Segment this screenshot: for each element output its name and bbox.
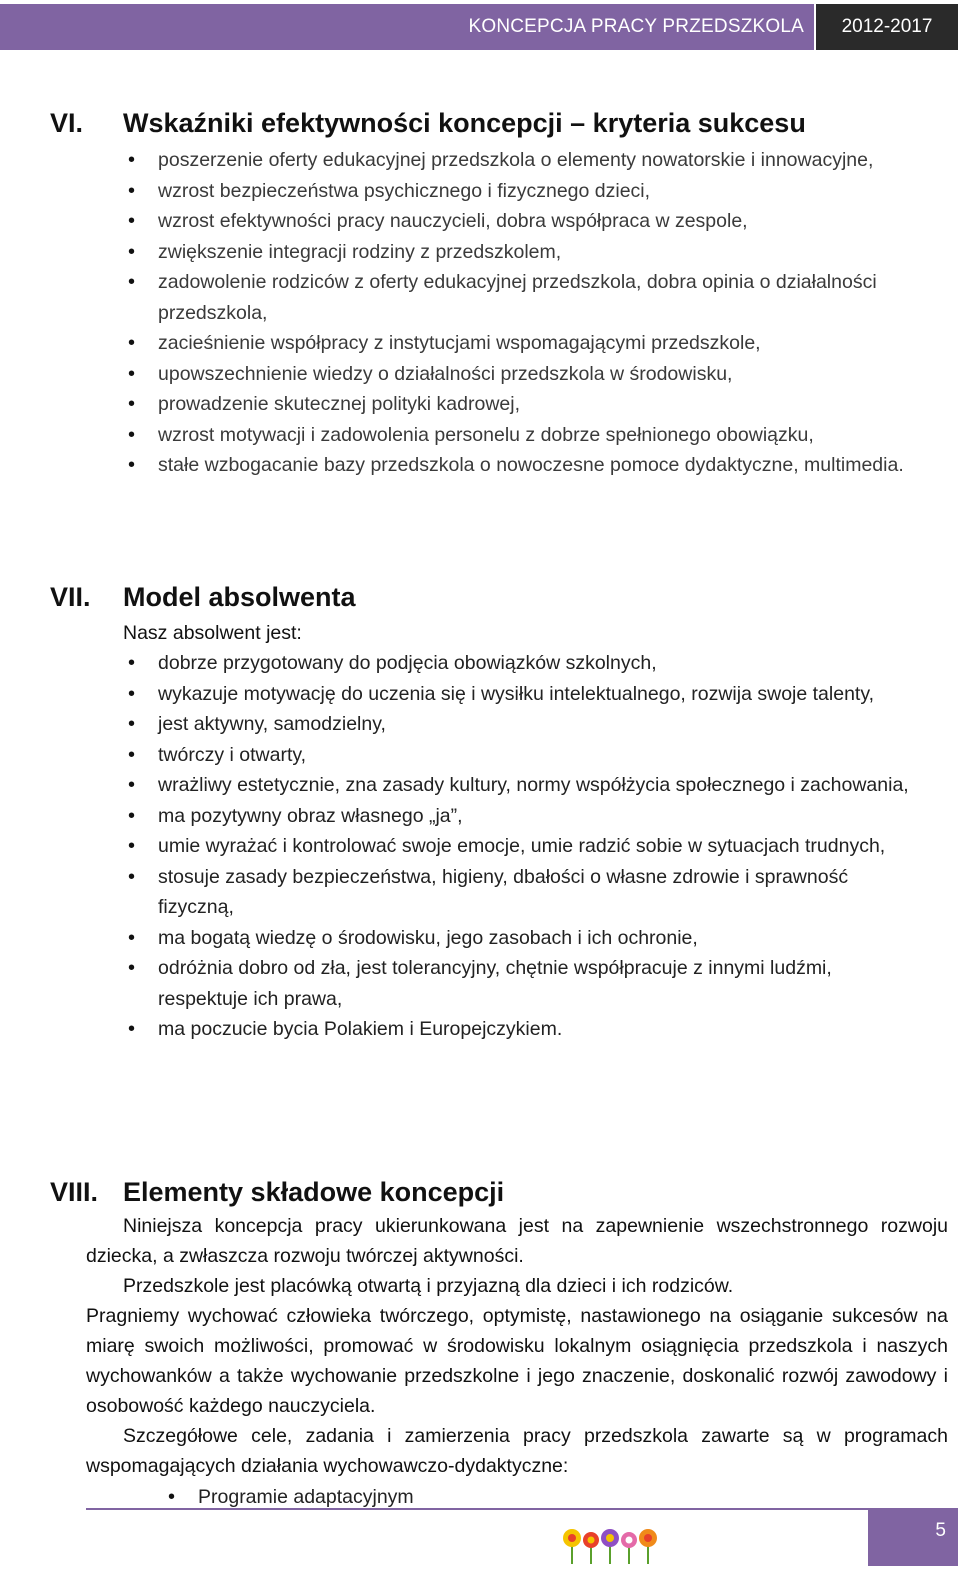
- section-vi-list: [158, 145, 918, 481]
- page-header: [0, 0, 960, 52]
- list-item: • ma pozytywny obraz własnego „ja”,: [158, 801, 918, 832]
- list-item: • wzrost efektywności pracy nauczycieli, dobra współpraca w zespole,: [158, 206, 918, 237]
- section-vii-intro: Nasz absolwent jest:: [123, 622, 302, 644]
- list-item: • wzrost motywacji i zadowolenia personelu z dobrze spełnionego obowiązku,: [158, 420, 918, 451]
- section-vii-number: VII.: [50, 582, 91, 612]
- list-item: • ma poczucie bycia Polakiem i Europejczykiem.: [158, 1014, 918, 1045]
- header-title: KONCEPCJA PRACY PRZEDSZKOLA: [0, 4, 814, 50]
- list-item: • wrażliwy estetycznie, zna zasady kultury, normy współżycia społecznego i zachowania,: [158, 770, 918, 801]
- list-item: • wykazuje motywację do uczenia się i wysiłku intelektualnego, rozwija swoje talenty,: [158, 679, 918, 710]
- list-item: • wzrost bezpieczeństwa psychicznego i fizycznego dzieci,: [158, 176, 918, 207]
- section-viii-paragraph-2: Przedszkole jest placówką otwartą i przyjazną dla dzieci i ich rodziców.: [123, 1275, 734, 1297]
- section-vi-number: VI.: [50, 108, 84, 138]
- list-item: • zadowolenie rodziców z oferty edukacyjnej przedszkola, dobra opinia o działalności przedszkola,: [158, 267, 918, 328]
- section-vi-title: Wskaźniki efektywności koncepcji – kryteria sukcesu: [123, 108, 806, 138]
- list-item: • Programie adaptacyjnym: [198, 1482, 958, 1513]
- list-item: • poszerzenie oferty edukacyjnej przedszkola o elementy nowatorskie i innowacyjne,: [158, 145, 918, 176]
- list-item: • dobrze przygotowany do podjęcia obowiązków szkolnych,: [158, 648, 918, 679]
- list-item: • jest aktywny, samodzielny,: [158, 709, 918, 740]
- section-viii-title: Elementy składowe koncepcji: [123, 1177, 505, 1207]
- section-vii-list: [158, 648, 918, 1045]
- list-item: • zacieśnienie współpracy z instytucjami wspomagającymi przedszkole,: [158, 328, 918, 359]
- header-year: 2012-2017: [816, 4, 958, 50]
- page-footer: [0, 1508, 960, 1570]
- section-viii-paragraph-1: Niniejsza koncepcja pracy ukierunkowana jest na zapewnienie wszechstronnego rozwoju dziecka, a zwłaszcza rozwoju twórczej aktywności.: [86, 1215, 948, 1267]
- list-item: • umie wyrażać i kontrolować swoje emocje, umie radzić sobie w sytuacjach trudnych,: [158, 831, 918, 862]
- list-item: • zwiększenie integracji rodziny z przedszkolem,: [158, 237, 918, 268]
- section-viii-paragraph-3: Pragniemy wychować człowieka twórczego, optymistę, nastawionego na osiąganie sukcesów na miarę swoich możliwości, promować w środowisku lokalnym osiągnięcia przedszkola i naszych wychowanków a także wychowanie przedszkolne i jego znaczenie, doskonalić rozwój zawodowy i osobowość każdego nauczyciela.: [86, 1305, 948, 1417]
- list-item: • stałe wzbogacanie bazy przedszkola o nowoczesne pomoce dydaktyczne, multimedia.: [158, 450, 918, 481]
- section-viii-paragraph-4: Szczegółowe cele, zadania i zamierzenia pracy przedszkola zawarte są w programach wspomagających działania wychowawczo-dydaktyczne:: [86, 1425, 948, 1477]
- list-item: • upowszechnienie wiedzy o działalności przedszkola w środowisku,: [158, 359, 918, 390]
- section-viii-number: VIII.: [50, 1177, 99, 1207]
- page-number: 5: [868, 1508, 958, 1566]
- list-item: • stosuje zasady bezpieczeństwa, higieny, dbałości o własne zdrowie i sprawność fizyczną,: [158, 862, 918, 923]
- list-item: • prowadzenie skutecznej polityki kadrowej,: [158, 389, 918, 420]
- footer-divider: [86, 1508, 868, 1510]
- list-item: • twórczy i otwarty,: [158, 740, 918, 771]
- flowers-logo-icon: [560, 1522, 660, 1566]
- section-vii-title: Model absolwenta: [123, 582, 356, 612]
- list-item: • ma bogatą wiedzę o środowisku, jego zasobach i ich ochronie,: [158, 923, 918, 954]
- list-item: • odróżnia dobro od zła, jest tolerancyjny, chętnie współpracuje z innymi ludźmi, respektuje ich prawa,: [158, 953, 918, 1014]
